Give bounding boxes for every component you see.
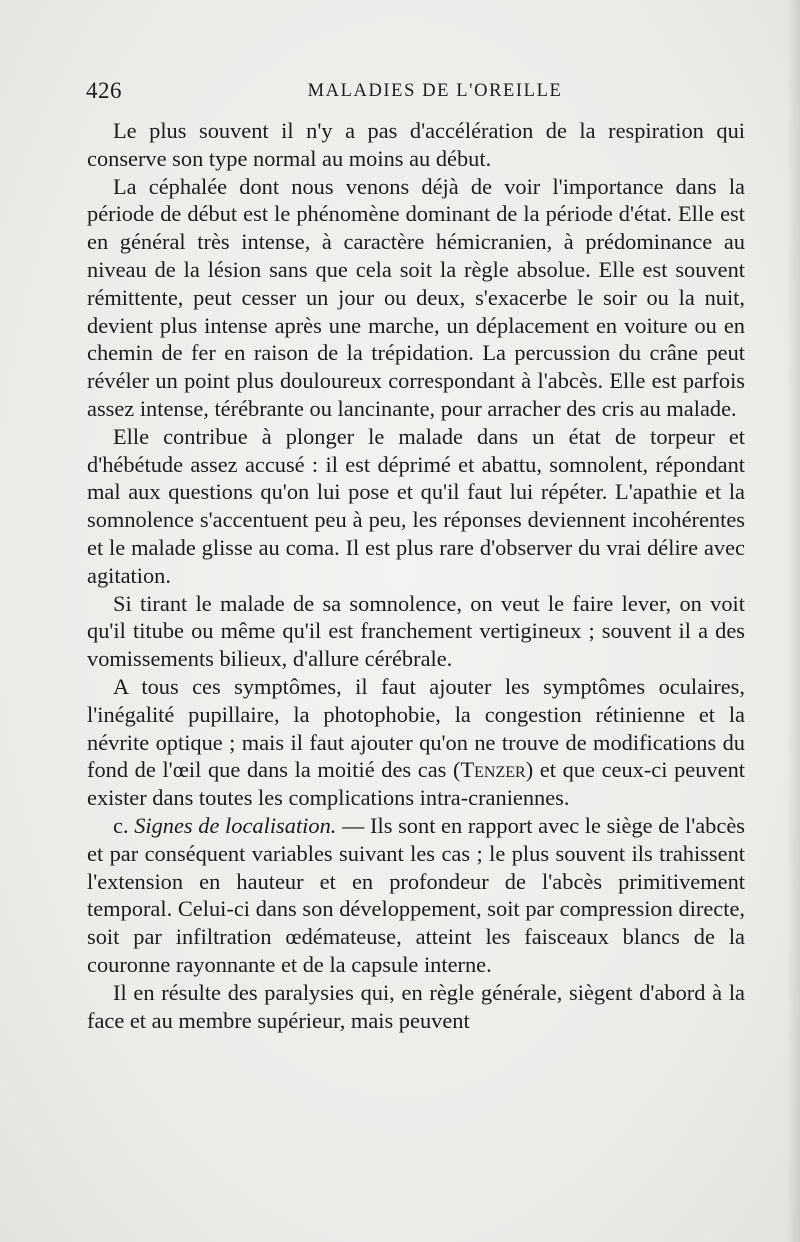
section-lead: c. <box>113 812 129 838</box>
page-header <box>86 78 744 108</box>
page-number: 426 <box>86 78 122 103</box>
author-citation: Tenzer <box>460 757 526 783</box>
paragraph-symptomes-text-after: ) et que ceux-ci peuvent exister dans toutes les complications intra-craniennes. <box>87 757 745 811</box>
paragraph-localisation-text: — Ils sont en rapport avec le siège de l'abcès et par conséquent variables suivant les cas ; le plus souvent ils trahissent l'extension en hauteur et en profondeur de l'abcès primitivement temporal. Celui-ci dans son développement, soit par compression directe, soit par infiltration œdémateuse, atteint les faisceaux blancs de la couronne rayonnante et de la capsule interne. <box>87 812 745 977</box>
page-edge-shadow <box>786 0 800 1242</box>
body-text <box>87 117 745 1034</box>
paragraph-respiration: Le plus souvent il n'y a pas d'accélération de la respiration qui conserve son type normal au moins au début. <box>87 118 745 171</box>
paragraph-symptomes-oculaires <box>87 673 745 812</box>
running-head: MALADIES DE L'OREILLE <box>307 81 563 101</box>
paragraph-localisation <box>87 812 745 979</box>
paragraph-vertige: Si tirant le malade de sa somnolence, on veut le faire lever, on voit qu'il titube ou même qu'il est franchement vertigineux ; souvent il a des vomissements bilieux, d'allure cérébrale. <box>87 590 745 672</box>
section-title: Signes de localisation. <box>134 812 337 838</box>
paragraph-cephalee: La céphalée dont nous venons déjà de voir l'importance dans la période de début est le phénomène dominant de la période d'état. Elle est en général très intense, à caractère hémicranien, à prédominance au niveau de la lésion sans que cela soit la règle absolue. Elle est souvent rémittente, peut cesser un jour ou deux, s'exacerbe le soir ou la nuit, devient plus intense après une marche, un déplacement en voiture ou en chemin de fer en raison de la trépidation. La percussion du crâne peut révéler un point plus douloureux correspondant à l'abcès. Elle est parfois assez intense, térébrante ou lancinante, pour arracher des cris au malade. <box>87 173 745 421</box>
paragraph-paralysies: Il en résulte des paralysies qui, en règle générale, siègent d'abord à la face et au membre supérieur, mais peuvent <box>87 979 745 1033</box>
paragraph-torpeur: Elle contribue à plonger le malade dans un état de torpeur et d'hébétude assez accusé : il est déprimé et abattu, somnolent, répondant mal aux questions qu'on lui pose et qu'il faut lui répéter. L'apathie et la somnolence s'accentuent peu à peu, les réponses deviennent incohérentes et le malade glisse au coma. Il est plus rare d'observer du vrai délire avec agitation. <box>87 423 745 588</box>
paragraph-symptomes-text-before: A tous ces symptômes, il faut ajouter les symptômes oculaires, l'inégalité pupillaire, la photophobie, la congestion rétinienne et la névrite optique ; mais il faut ajouter qu'on ne trouve de modifications du fond de l'œil que dans la moitié des cas ( <box>87 673 745 783</box>
